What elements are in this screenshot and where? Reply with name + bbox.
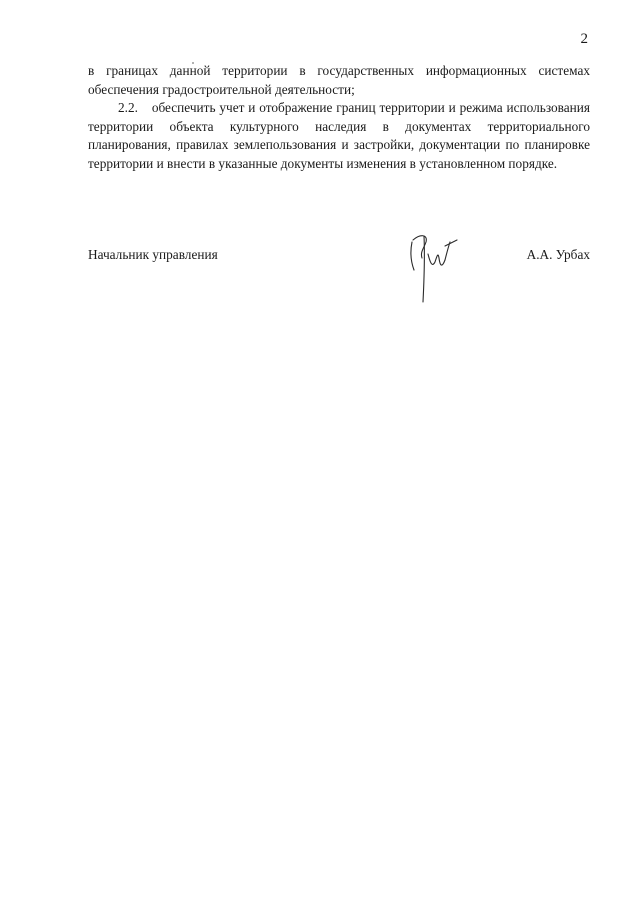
page-number: 2 [580, 31, 588, 47]
paragraph-number: 2.2. [118, 100, 138, 115]
paragraph-text: в границах данной территории в государственных информационных системах обеспечения градостроительной деятельности; [88, 63, 590, 97]
signer-title: Начальник управления [88, 247, 218, 262]
paragraph-2-2 [88, 99, 590, 173]
paragraph-continuation [88, 62, 590, 99]
signer-name: А.А. Урбах [526, 247, 590, 262]
handwritten-signature-icon [404, 228, 464, 308]
signature-block [88, 246, 590, 306]
document-body [88, 62, 590, 173]
paragraph-text: обеспечить учет и отображение границ территории и режима использования территории объекта культурного наследия в документах территориального планирования, правилах землепользования и застройки, документации по планировке территории и внести в указанные документы изменения в установленном порядке. [88, 100, 590, 171]
